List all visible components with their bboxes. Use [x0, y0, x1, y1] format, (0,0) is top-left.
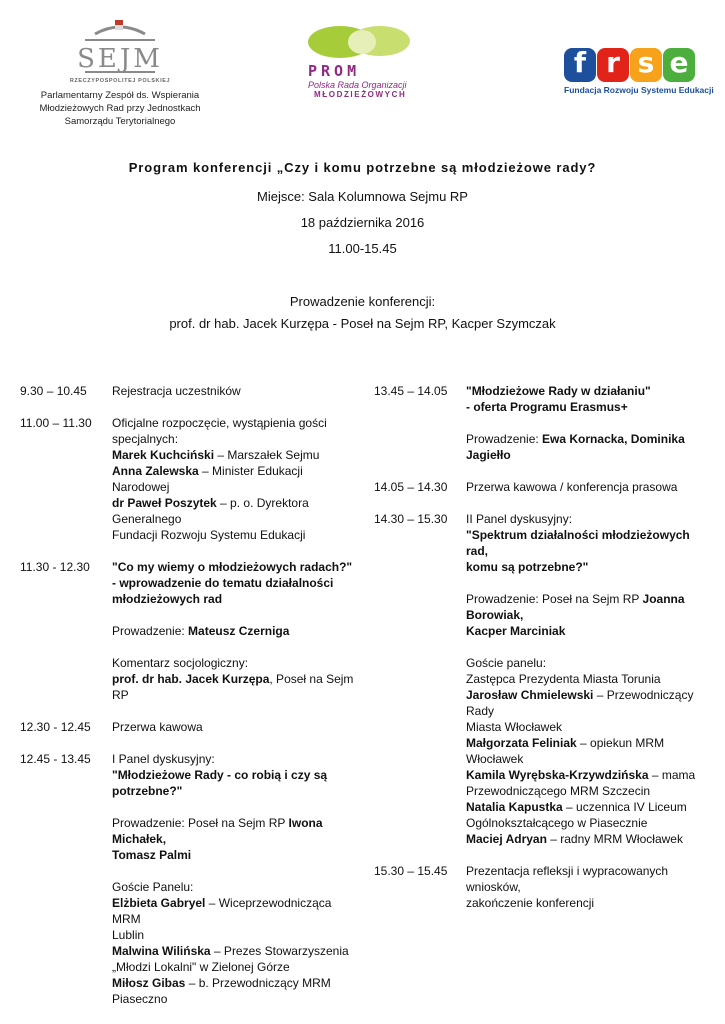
sejm-logo-sub: RZECZYPOSPOLITEJ POLSKIEJ: [69, 78, 171, 84]
host-label: Prowadzenie konferencji:: [289, 294, 436, 309]
entry-name: "Młodzieżowe Rady - co robią i czy są: [112, 768, 328, 782]
entry-text: Prowadzenie:: [466, 432, 543, 446]
entry-line: [112, 639, 358, 655]
prom-logo: [302, 24, 432, 100]
entry-spacer: [20, 399, 360, 415]
frse-tile-e: e: [663, 48, 695, 82]
entry-text: „Młodzi Lokalni" w Zielonej Górze: [112, 960, 290, 974]
entry-line: [466, 735, 712, 767]
entry-text: Miasta Włocławek: [466, 720, 563, 734]
entry-text: Lublin: [112, 928, 145, 942]
entry-text: zakończenie konferencji: [466, 896, 595, 910]
entry-text: Prowadzenie: Poseł na Sejm RP: [112, 816, 289, 830]
entry-time: 12.45 - 13.45: [20, 752, 91, 766]
entry-text: – mama: [648, 768, 696, 782]
entry-description: [466, 863, 712, 911]
entry-line: [112, 559, 358, 575]
entry-name: dr Paweł Poszytek: [112, 496, 217, 510]
entry-line: [466, 575, 712, 591]
entry-line: [466, 623, 712, 639]
sejm-eagle-icon: [75, 18, 165, 76]
entry-text: – Przewodniczący Rady: [466, 688, 694, 718]
entry-line: [112, 847, 358, 863]
prom-tagline-2: MŁODZIEŻOWYCH: [314, 90, 407, 99]
entry-line: [466, 895, 712, 911]
entry-text: , Poseł na Sejm RP: [112, 672, 354, 702]
prom-tagline: Polska Rada Organizacji: [308, 80, 407, 90]
sejm-caption: [20, 89, 220, 128]
entry-text: Przerwa kawowa: [112, 720, 203, 734]
entry-time: 11.30 - 12.30: [20, 560, 90, 574]
prom-speech-bubbles-icon: [302, 24, 422, 60]
entry-text: II Panel dyskusyjny:: [466, 512, 573, 526]
sejm-caption-line: Młodzieżowych Rad przy Jednostkach: [39, 103, 201, 114]
entry-text: – radny MRM Włocławek: [546, 832, 683, 846]
entry-line: [112, 447, 358, 463]
entry-name: Mateusz Czerniga: [188, 624, 290, 638]
entry-text: specjalnych:: [112, 432, 179, 446]
entry-text: – p. o. Dyrektora Generalnego: [112, 496, 309, 526]
entry-line: [466, 831, 712, 847]
entry-description: [112, 751, 358, 1007]
entry-description: [112, 415, 358, 543]
hours: 11.00-15.45: [328, 241, 397, 256]
entry-text: – Prezes Stowarzyszenia: [210, 944, 349, 958]
entry-line: [112, 607, 358, 623]
frse-tile-r: r: [597, 48, 629, 82]
entry-name: "Spektrum działalności młodzieżowych rad,: [466, 528, 690, 558]
entry-spacer: [20, 543, 360, 559]
entry-text: Prowadzenie: Poseł na Sejm RP: [466, 592, 643, 606]
host-names: prof. dr hab. Jacek Kurzępa - Poseł na Sejm RP, Kacper Szymczak: [169, 316, 556, 331]
program-entry: [374, 511, 714, 847]
entry-line: [112, 431, 358, 447]
page-title: Program konferencji „Czy i komu potrzebne są młodzieżowe rady?: [128, 160, 597, 175]
entry-text: Fundacji Rozwoju Systemu Edukacji: [112, 528, 306, 542]
entry-line: [466, 431, 712, 463]
entry-line: [466, 639, 712, 655]
entry-line: [112, 895, 358, 927]
entry-time: 15.30 – 15.45: [374, 864, 448, 878]
entry-line: [112, 927, 358, 943]
frse-tile-f: f: [564, 48, 596, 82]
entry-time: 9.30 – 10.45: [20, 384, 87, 398]
entry-line: [466, 863, 712, 895]
entry-text: Zastępca Prezydenta Miasta Torunia: [466, 672, 661, 686]
entry-time: 14.30 – 15.30: [374, 512, 448, 526]
entry-name: "Co my wiemy o młodzieżowych radach?": [112, 560, 353, 574]
frse-tiles: [564, 48, 704, 82]
entry-text: – Minister Edukacji Narodowej: [112, 464, 303, 494]
entry-line: [112, 671, 358, 703]
entry-name: potrzebne?": [112, 784, 183, 798]
entry-line: [112, 575, 358, 591]
program-entry: [20, 751, 360, 1007]
date: 18 października 2016: [300, 215, 425, 230]
entry-description: [466, 383, 712, 463]
entry-spacer: [20, 735, 360, 751]
entry-line: [466, 719, 712, 735]
entry-name: Natalia Kapustka: [466, 800, 563, 814]
entry-line: [112, 863, 358, 879]
entry-spacer: [374, 847, 714, 863]
prom-word: PROM: [308, 62, 361, 80]
entry-line: [112, 751, 358, 767]
entry-description: [112, 383, 358, 399]
entry-spacer: [374, 463, 714, 479]
entry-line: [112, 799, 358, 815]
entry-text: Ogólnokształcącego w Piasecznie: [466, 816, 648, 830]
program-entry: [20, 415, 360, 543]
sejm-logo: [20, 18, 220, 128]
entry-line: [112, 623, 358, 639]
entry-line: [466, 415, 712, 431]
sejm-caption-line: Samorządu Terytorialnego: [64, 116, 176, 127]
entry-description: [466, 511, 712, 847]
entry-text: Przewodniczącego MRM Szczecin: [466, 784, 651, 798]
entry-text: – Wiceprzewodnicząca MRM: [112, 896, 332, 926]
entry-line: [466, 799, 712, 815]
entry-line: [112, 943, 358, 959]
entry-text: – b. Przewodniczący MRM Piaseczno: [112, 976, 331, 1006]
entry-text: Prowadzenie:: [112, 624, 189, 638]
entry-name: młodzieżowych rad: [112, 592, 223, 606]
program-right-column: [374, 383, 714, 911]
entry-line: [466, 511, 712, 527]
entry-name: Kamila Wyrębska-Krzywdzińska: [466, 768, 649, 782]
entry-name: Małgorzata Feliniak: [466, 736, 577, 750]
entry-text: – uczennica IV Liceum: [562, 800, 687, 814]
entry-line: [112, 383, 358, 399]
entry-line: [112, 815, 358, 847]
entry-line: [112, 783, 358, 799]
entry-line: [112, 879, 358, 895]
entry-line: [466, 655, 712, 671]
entry-name: Ewa Kornacka, Dominika Jagiełło: [466, 432, 685, 462]
entry-line: [466, 671, 712, 687]
entry-name: Jarosław Chmielewski: [466, 688, 594, 702]
entry-line: [466, 527, 712, 559]
entry-name: - oferta Programu Erasmus+: [466, 400, 628, 414]
entry-name: Tomasz Palmi: [112, 848, 192, 862]
entry-line: [112, 463, 358, 495]
entry-name: - wprowadzenie do tematu działalności: [112, 576, 334, 590]
program-entry: [374, 383, 714, 463]
entry-line: [466, 783, 712, 799]
entry-text: – opiekun MRM Włocławek: [466, 736, 665, 766]
entry-text: Prezentacja refleksji i wypracowanych wniosków,: [466, 864, 669, 894]
entry-name: Maciej Adryan: [466, 832, 547, 846]
entry-name: Miłosz Gibas: [112, 976, 186, 990]
frse-tile-s: s: [630, 48, 662, 82]
entry-line: [112, 415, 358, 431]
entry-name: komu są potrzebne?": [466, 560, 589, 574]
entry-line: [466, 687, 712, 719]
entry-line: [466, 559, 712, 575]
frse-logo: [564, 46, 714, 95]
entry-description: [466, 479, 712, 495]
entry-time: 12.30 - 12.45: [20, 720, 91, 734]
entry-name: Marek Kuchciński: [112, 448, 215, 462]
program-left-column: [20, 383, 360, 1007]
entry-text: Rejestracja uczestników: [112, 384, 241, 398]
entry-line: [466, 815, 712, 831]
program-entry: [20, 559, 360, 703]
entry-name: Anna Zalewska: [112, 464, 199, 478]
entry-spacer: [20, 703, 360, 719]
entry-line: [112, 527, 358, 543]
entry-line: [112, 719, 358, 735]
entry-name: Malwina Wilińska: [112, 944, 211, 958]
entry-description: [112, 559, 358, 703]
entry-line: [112, 591, 358, 607]
entry-text: Goście panelu:: [466, 656, 547, 670]
entry-line: [466, 399, 712, 415]
entry-name: Kacper Marciniak: [466, 624, 566, 638]
entry-line: [112, 959, 358, 975]
entry-line: [112, 767, 358, 783]
program-entry: [374, 479, 714, 495]
entry-time: 11.00 – 11.30: [20, 416, 92, 430]
program-entry: [20, 719, 360, 735]
entry-name: prof. dr hab. Jacek Kurzępa: [112, 672, 270, 686]
sejm-logo-text: SEJM: [77, 44, 163, 74]
entry-line: [112, 495, 358, 527]
entry-line: [466, 591, 712, 623]
entry-text: Goście Panelu:: [112, 880, 194, 894]
entry-text: Komentarz socjologiczny:: [112, 656, 249, 670]
program-entry: [374, 863, 714, 911]
entry-text: Przerwa kawowa / konferencja prasowa: [466, 480, 678, 494]
sejm-caption-line: Parlamentarny Zespół ds. Wspierania: [40, 90, 200, 101]
entry-name: Joanna Borowiak,: [466, 592, 685, 622]
entry-line: [466, 479, 712, 495]
frse-caption: Fundacja Rozwoju Systemu Edukacji: [564, 85, 714, 95]
entry-line: [466, 383, 712, 399]
entry-name: Iwona Michałek,: [112, 816, 323, 846]
entry-spacer: [374, 495, 714, 511]
program-entry: [20, 383, 360, 399]
entry-text: Oficjalne rozpoczęcie, wystąpienia gości: [112, 416, 327, 430]
entry-name: "Młodzieżowe Rady w działaniu": [466, 384, 651, 398]
entry-text: I Panel dyskusyjny:: [112, 752, 215, 766]
entry-time: 14.05 – 14.30: [374, 480, 448, 494]
entry-line: [466, 767, 712, 783]
entry-description: [112, 719, 358, 735]
entry-text: – Marszałek Sejmu: [214, 448, 320, 462]
entry-line: [112, 975, 358, 1007]
entry-line: [112, 655, 358, 671]
entry-name: Elżbieta Gabryel: [112, 896, 206, 910]
venue: Miejsce: Sala Kolumnowa Sejmu RP: [257, 189, 468, 204]
entry-time: 13.45 – 14.05: [374, 384, 448, 398]
